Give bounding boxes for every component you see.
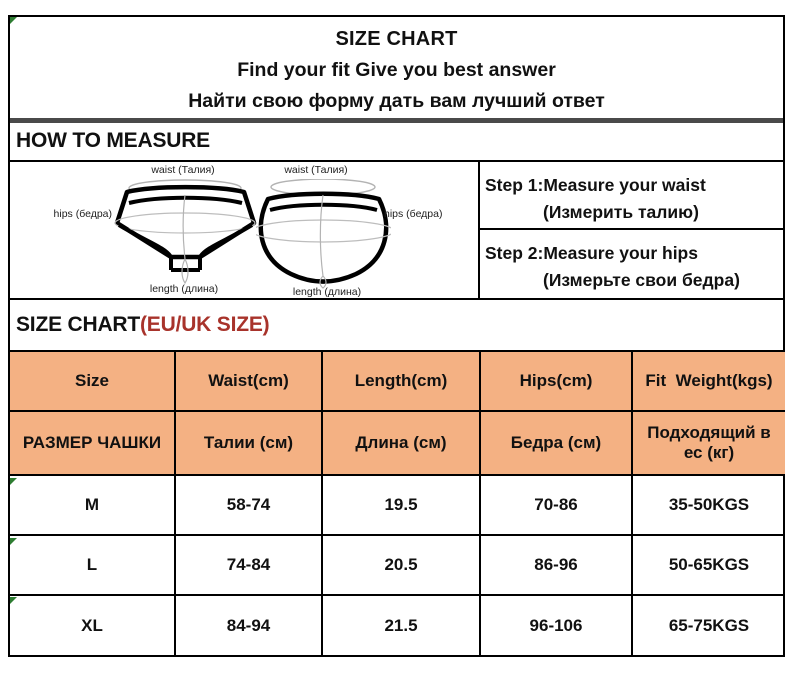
col-header-waist-ru: Талии (см): [175, 411, 322, 475]
col-header-weight: Fit Weight(kgs): [632, 352, 785, 411]
panty-measure-diagram-icon: [113, 179, 258, 284]
cell-weight: 50-65KGS: [632, 535, 785, 595]
error-indicator-triangle: [10, 17, 17, 24]
cell-size: M: [10, 475, 175, 535]
waist-label-left: waist (Талия): [151, 163, 215, 176]
diagram-pane: [10, 162, 480, 299]
steps-pane: [480, 162, 783, 299]
error-indicator-triangle: [10, 538, 17, 545]
table-header-row-ru: [10, 411, 785, 475]
hips-label-left: hips (бедра): [53, 207, 112, 220]
step-1-text-ru: (Измерить талию): [543, 201, 699, 222]
how-to-measure-heading: HOW TO MEASURE: [16, 129, 210, 153]
size-table: [10, 352, 785, 655]
page-title: SIZE CHART: [335, 28, 458, 50]
cell-size: L: [10, 535, 175, 595]
table-header-row-en: [10, 352, 785, 411]
cell-hips: 86-96: [480, 535, 632, 595]
boyshort-measure-diagram-icon: [256, 179, 391, 291]
hips-label-right: hips (бедра): [384, 207, 443, 220]
table-row-xl: [10, 595, 785, 655]
cell-length: 20.5: [322, 535, 480, 595]
col-header-hips-ru: Бедра (см): [480, 411, 632, 475]
error-indicator-triangle: [10, 478, 17, 485]
col-header-size: Size: [10, 352, 175, 411]
size-chart-sheet: [8, 15, 785, 657]
col-header-length-ru: Длина (см): [322, 411, 480, 475]
measure-section: [10, 162, 783, 301]
length-label-left: length (длина): [149, 282, 219, 295]
cell-length: 19.5: [322, 475, 480, 535]
step-2-text-ru: (Измерьте свои бедра): [543, 269, 740, 290]
step-1-cell: [480, 162, 783, 230]
subtitle-en: Find your fit Give you best answer: [237, 59, 556, 81]
col-header-hips: Hips(cm): [480, 352, 632, 411]
how-to-measure-row: [10, 123, 783, 162]
size-chart-heading-row: [10, 300, 783, 352]
col-header-length: Length(cm): [322, 352, 480, 411]
col-header-size-ru: РАЗМЕР ЧАШКИ: [10, 411, 175, 475]
cell-size: XL: [10, 595, 175, 655]
step-1-text-en: Step 1:Measure your waist: [485, 174, 706, 195]
cell-hips: 70-86: [480, 475, 632, 535]
size-chart-heading-black: SIZE CHART: [16, 313, 141, 337]
waist-label-right: waist (Талия): [284, 163, 348, 176]
table-row-l: [10, 535, 785, 595]
subtitle-ru: Найти свою форму дать вам лучший ответ: [188, 90, 605, 112]
cell-weight: 65-75KGS: [632, 595, 785, 655]
cell-hips: 96-106: [480, 595, 632, 655]
length-label-right: length (длина): [292, 285, 362, 298]
table-row-m: [10, 475, 785, 535]
error-indicator-triangle: [10, 597, 17, 604]
cell-waist: 58-74: [175, 475, 322, 535]
cell-length: 21.5: [322, 595, 480, 655]
cell-waist: 84-94: [175, 595, 322, 655]
col-header-weight-ru: Подходящий в ес (кг): [632, 411, 785, 475]
col-header-waist: Waist(cm): [175, 352, 322, 411]
cell-waist: 74-84: [175, 535, 322, 595]
title-section: [10, 17, 783, 118]
size-chart-heading-red: (EU/UK SIZE): [140, 313, 270, 337]
step-2-cell: [480, 230, 783, 299]
cell-weight: 35-50KGS: [632, 475, 785, 535]
step-2-text-en: Step 2:Measure your hips: [485, 242, 698, 263]
size-chart-heading: [10, 313, 269, 337]
